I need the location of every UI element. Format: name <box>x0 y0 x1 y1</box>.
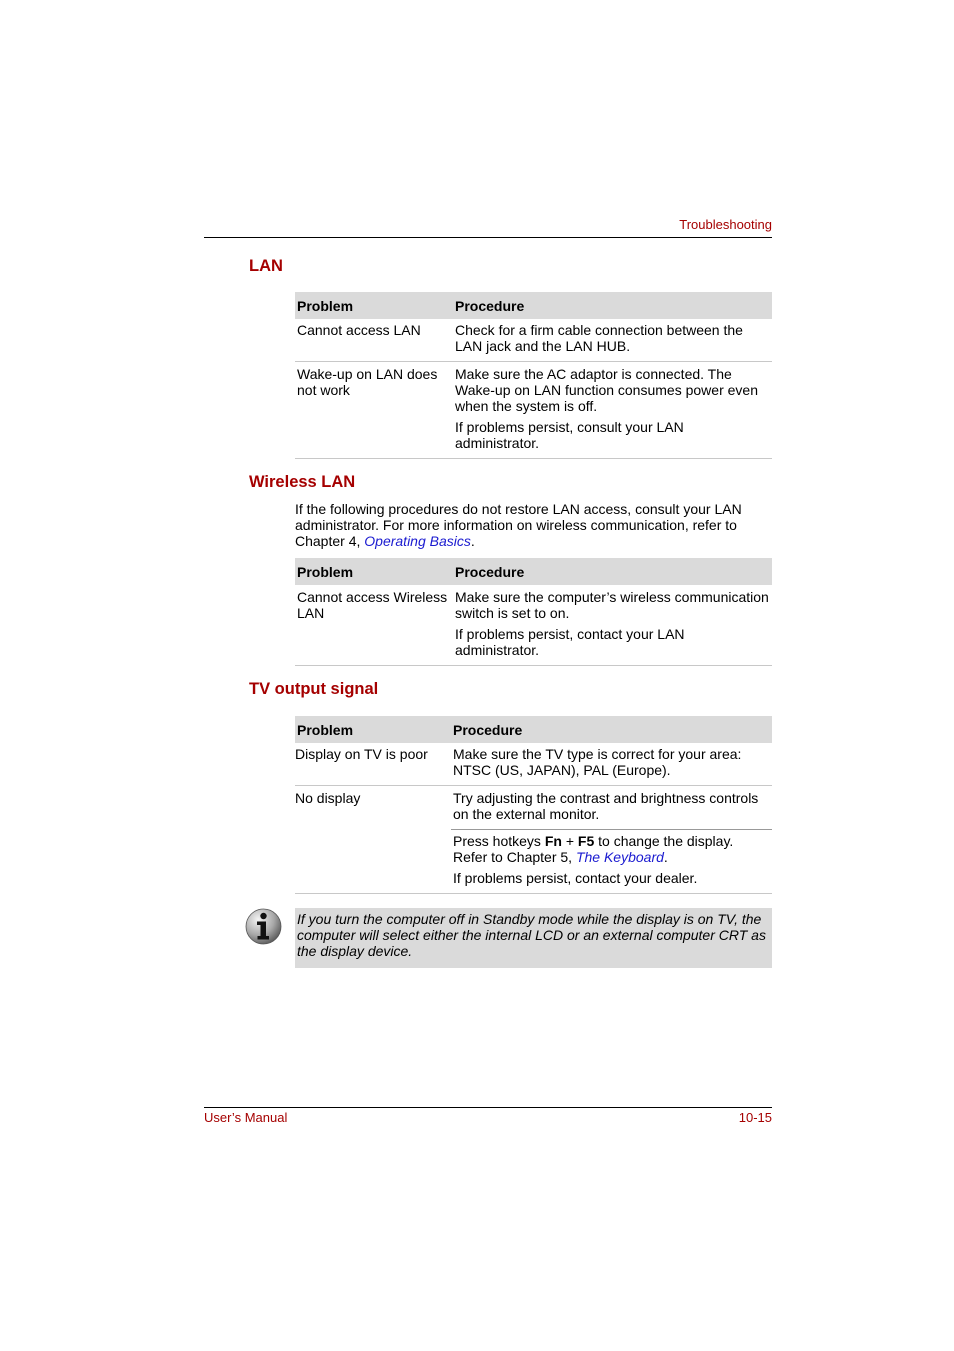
procedure-block <box>451 786 772 830</box>
note-text: If you turn the computer off in Standby mode while the display is on TV, the computer will select either the internal LCD or an external computer CRT as the display device. <box>297 911 766 959</box>
hotkey-end: . <box>663 849 668 865</box>
table-header-row <box>295 558 772 585</box>
fn-key: Fn <box>544 833 562 849</box>
problem-cell: Cannot access LAN <box>295 319 453 362</box>
table-row <box>295 362 772 459</box>
f5-key: F5 <box>577 833 595 849</box>
page-number: 10-15 <box>738 1110 772 1125</box>
wireless-problem-table <box>295 558 772 666</box>
procedure-text: If problems persist, contact your LAN administrator. <box>455 626 685 658</box>
procedure-cell <box>451 743 772 786</box>
problem-cell: Cannot access Wireless LAN <box>295 585 453 666</box>
table-header-row <box>295 292 772 319</box>
col-header-procedure: Procedure <box>453 292 772 319</box>
col-header-problem: Problem <box>295 558 453 585</box>
table-row <box>295 743 772 786</box>
wireless-intro-paragraph <box>295 501 772 549</box>
footer-divider <box>204 1107 772 1108</box>
the-keyboard-link[interactable]: The Keyboard <box>575 849 664 865</box>
procedure-text: Try adjusting the contrast and brightness controls on the external monitor. <box>453 790 759 822</box>
tv-problem-table <box>295 716 772 894</box>
procedure-text: If problems persist, contact your dealer. <box>453 870 698 886</box>
hotkey-text: to change the display. Refer to Chapter 5, <box>453 833 734 865</box>
table-row <box>295 319 772 362</box>
section-heading-lan: LAN <box>249 257 283 275</box>
table-row <box>295 786 772 894</box>
problem-cell: Wake-up on LAN does not work <box>295 362 453 459</box>
section-heading-tv-output: TV output signal <box>249 680 379 698</box>
table-row <box>295 585 772 666</box>
problem-cell: No display <box>295 786 451 894</box>
col-header-problem: Problem <box>295 716 451 743</box>
header-divider <box>204 237 772 238</box>
section-heading-wireless-lan: Wireless LAN <box>249 473 356 491</box>
col-header-procedure: Procedure <box>451 716 772 743</box>
note-box <box>295 908 772 968</box>
procedure-text-hotkeys <box>453 833 770 865</box>
procedure-text: Make sure the computer’s wireless communication switch is set to on. <box>455 589 769 621</box>
problem-cell: Display on TV is poor <box>295 743 451 786</box>
procedure-cell <box>453 585 772 666</box>
procedure-text: Make sure the TV type is correct for your area: NTSC (US, JAPAN), PAL (Europe). <box>453 746 742 778</box>
procedure-text: Check for a firm cable connection between the LAN jack and the LAN HUB. <box>455 322 743 354</box>
operating-basics-link[interactable]: Operating Basics <box>364 533 471 549</box>
footer-manual-title: User’s Manual <box>204 1110 288 1125</box>
intro-end: . <box>470 533 475 549</box>
procedure-cell <box>453 362 772 459</box>
procedure-cell <box>451 786 772 894</box>
col-header-problem: Problem <box>295 292 453 319</box>
lan-problem-table <box>295 292 772 459</box>
procedure-text: If problems persist, consult your LAN administrator. <box>455 419 684 451</box>
procedure-text: Make sure the AC adaptor is connected. The Wake-up on LAN function consumes power even when the system is off. <box>455 366 758 414</box>
procedure-block <box>451 830 772 893</box>
running-header: Troubleshooting <box>679 217 772 232</box>
intro-text: If the following procedures do not restore LAN access, consult your LAN administrator. For more information on wireless communication, refer to Chapter 4, <box>295 501 742 549</box>
col-header-procedure: Procedure <box>453 558 772 585</box>
table-header-row <box>295 716 772 743</box>
procedure-cell <box>453 319 772 362</box>
plus-text: + <box>561 833 578 849</box>
hotkey-text: Press hotkeys <box>453 833 545 849</box>
info-icon <box>245 908 282 945</box>
